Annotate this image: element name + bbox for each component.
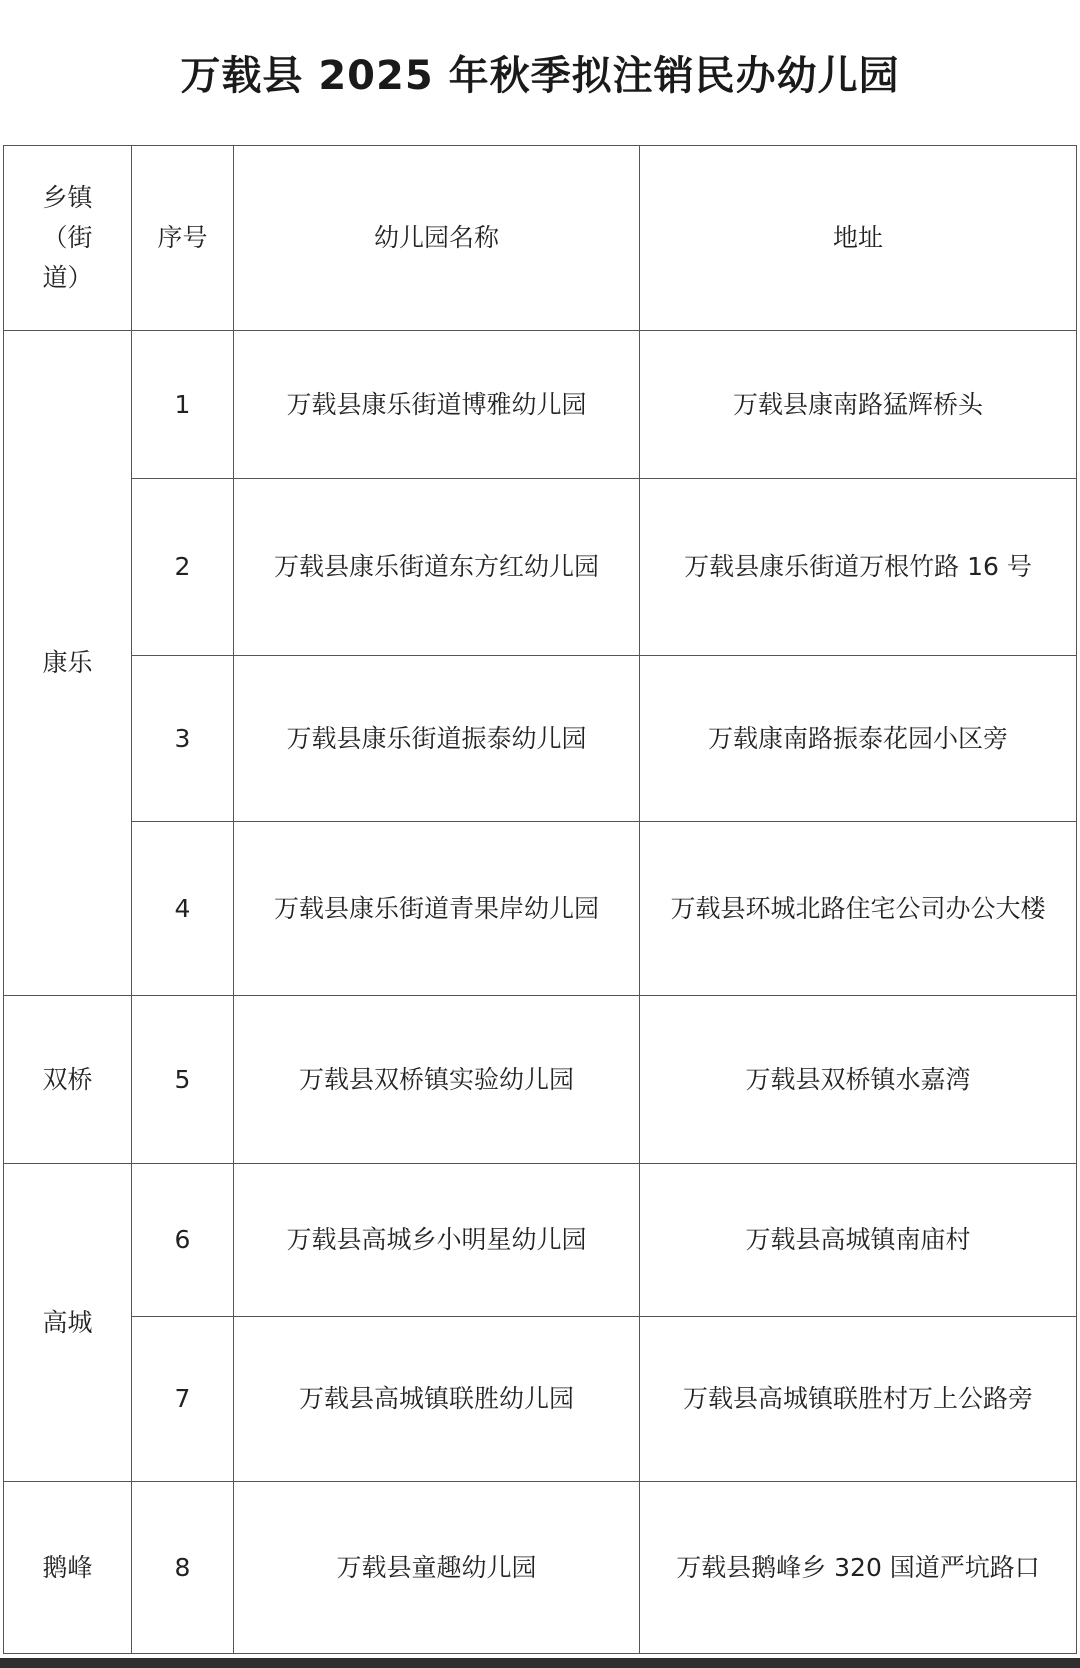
address-cell: 万载县高城镇南庙村 (640, 1164, 1077, 1317)
table-row (4, 1317, 1077, 1482)
table-row (4, 656, 1077, 822)
town-cell: 康乐 (4, 331, 132, 996)
name-cell: 万载县康乐街道青果岸幼儿园 (234, 822, 640, 996)
seq-cell: 4 (132, 822, 234, 996)
name-cell: 万载县康乐街道东方红幼儿园 (234, 479, 640, 656)
seq-cell: 1 (132, 331, 234, 479)
address-cell: 万载县康乐街道万根竹路 16 号 (640, 479, 1077, 656)
name-cell: 万载县高城乡小明星幼儿园 (234, 1164, 640, 1317)
name-cell: 万载县康乐街道振泰幼儿园 (234, 656, 640, 822)
address-cell: 万载县鹅峰乡 320 国道严坑路口 (640, 1482, 1077, 1654)
seq-cell: 2 (132, 479, 234, 656)
town-cell: 鹅峰 (4, 1482, 132, 1654)
address-cell: 万载康南路振泰花园小区旁 (640, 656, 1077, 822)
header-seq: 序号 (132, 146, 234, 331)
town-cell: 高城 (4, 1164, 132, 1482)
kindergarten-table (3, 145, 1077, 1654)
seq-cell: 7 (132, 1317, 234, 1482)
seq-cell: 5 (132, 996, 234, 1164)
table-header-row (4, 146, 1077, 331)
address-cell: 万载县双桥镇水嘉湾 (640, 996, 1077, 1164)
name-cell: 万载县康乐街道博雅幼儿园 (234, 331, 640, 479)
seq-cell: 3 (132, 656, 234, 822)
address-cell: 万载县高城镇联胜村万上公路旁 (640, 1317, 1077, 1482)
address-cell: 万载县康南路猛辉桥头 (640, 331, 1077, 479)
name-cell: 万载县童趣幼儿园 (234, 1482, 640, 1654)
table-row (4, 331, 1077, 479)
table-row (4, 1482, 1077, 1654)
header-name: 幼儿园名称 (234, 146, 640, 331)
header-town: 乡镇（街道） (4, 146, 132, 331)
table-row (4, 822, 1077, 996)
page-title: 万载县 2025 年秋季拟注销民办幼儿园 (180, 53, 900, 99)
table-row (4, 996, 1077, 1164)
name-cell: 万载县高城镇联胜幼儿园 (234, 1317, 640, 1482)
header-address: 地址 (640, 146, 1077, 331)
table-row (4, 479, 1077, 656)
seq-cell: 8 (132, 1482, 234, 1654)
town-cell: 双桥 (4, 996, 132, 1164)
address-cell: 万载县环城北路住宅公司办公大楼 (640, 822, 1077, 996)
table-row (4, 1164, 1077, 1317)
bottom-divider (0, 1658, 1080, 1668)
seq-cell: 6 (132, 1164, 234, 1317)
name-cell: 万载县双桥镇实验幼儿园 (234, 996, 640, 1164)
